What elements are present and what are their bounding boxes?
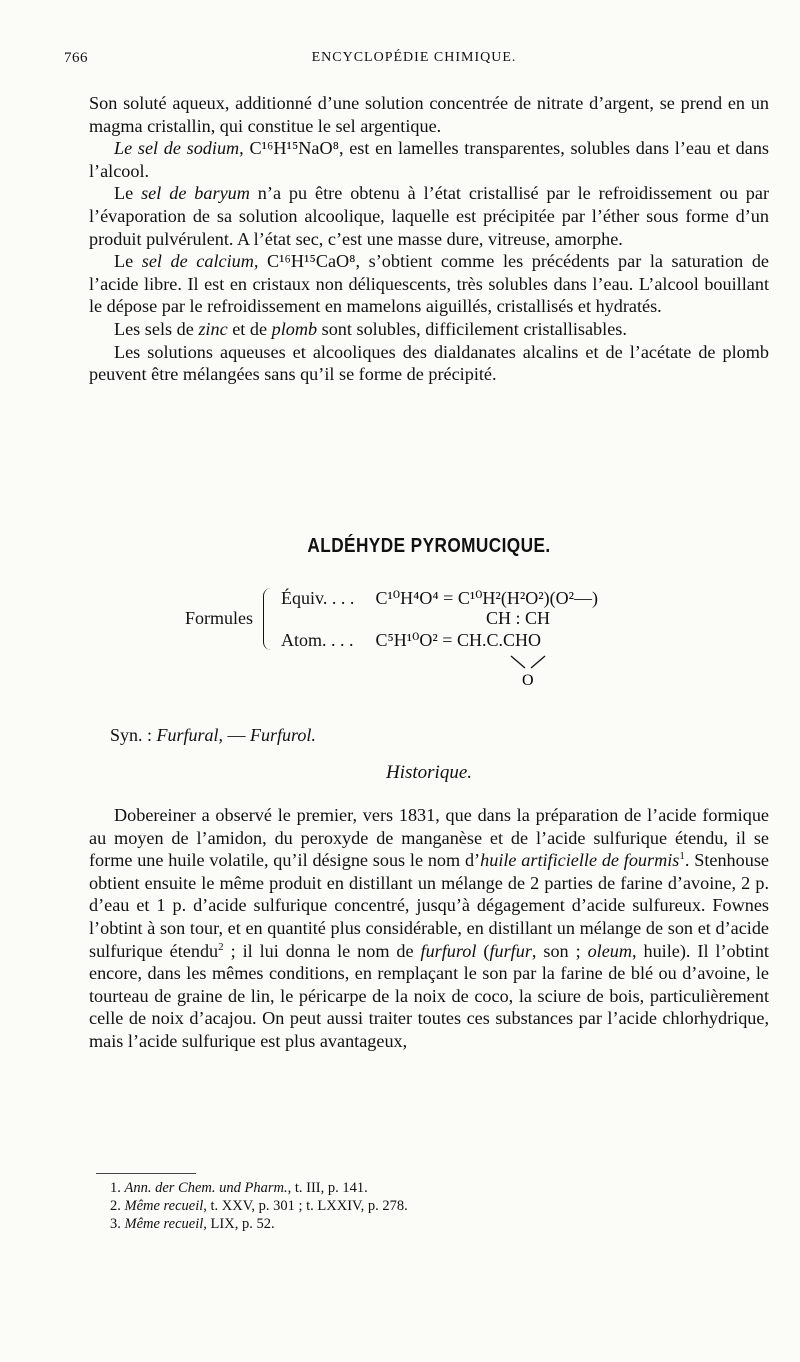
paragraph-historique <box>89 804 769 1053</box>
footnote-detail: , t. III, p. 141. <box>287 1180 368 1196</box>
zinc-word: zinc <box>198 318 228 339</box>
footnote-2 <box>110 1197 408 1215</box>
footnote-number: 1. <box>110 1180 121 1196</box>
syn-separator: — <box>223 725 251 745</box>
synonyms <box>110 725 316 746</box>
sodium-formula: C¹⁶H¹⁵NaO⁸ <box>249 138 339 159</box>
brace-icon <box>263 588 274 650</box>
footnote-ref-2[interactable]: 2 <box>218 940 224 953</box>
formulas-label: Formules <box>185 608 254 628</box>
zinc-lead: Les sels de <box>114 318 199 339</box>
equiv-label: Équiv. . . . <box>281 588 355 608</box>
hist-a: Dobereiner a observé le premier, vers 1831, que dans la préparation de l’acide formique au moyen de l’amidon, du peroxyde de manganèse et de l’acide sulfurique étendu, il se forme une huile volatile, qu’il désigne sous le nom d’ <box>89 805 769 871</box>
footnote-source: Même recueil <box>124 1216 204 1232</box>
hist-italic-huile: huile artificielle de fourmis <box>480 850 680 871</box>
paragraph-sel-calcium <box>89 250 769 318</box>
atom-label: Atom. . . . <box>281 630 354 650</box>
calcium-text: , s’obtient comme les précédents par la saturation de l’acide libre. Il est en cristaux non déliquescents, très solubles dans l’eau. L’alcool bouillant le dépose par le refroidissement en mamelons aiguillés, cristallisés et hydratés. <box>89 251 770 317</box>
calcium-formula: C¹⁶H¹⁵CaO⁸ <box>258 251 356 272</box>
calcium-label: sel de calcium, <box>141 251 259 272</box>
footnote-detail: , t. XXV, p. 301 ; t. LXXIV, p. 278. <box>203 1198 408 1214</box>
sodium-text: , est en lamelles transparentes, solubles dans l’eau et dans l’alcool. <box>89 138 770 181</box>
hist-f: , huile). Il l’obtint encore, dans les mêmes conditions, en remplaçant le son par la farine de blé ou d’avoine, le tourteau de graine de lin, le péricarpe de la noix de coco, la sciure de bois, particulièrement celle de noix d’acajou. On peut aussi traiter toutes ces substances par l’acide chlorhydrique, mais l’acide sulfurique est plus avantageux, <box>89 940 769 1051</box>
footnote-source: Ann. der Chem. und Pharm. <box>124 1180 288 1196</box>
section-title: ALDÉHYDE PYROMUCIQUE. <box>307 535 551 557</box>
equiv-subformula: CH : CH <box>486 608 551 628</box>
oxygen-bridge-icon <box>505 654 565 694</box>
hist-b: . Stenhouse obtient ensuite le même produit en distillant un mélange de 2 parties de farine d’avoine, 2 p. d’eau et 1 p. d’acide sulfurique concentré, jusqu’à dégagement d’acide sulfureux. Fownes l’obtint à son tour, et en quantité plus considérable, en distillant un mélange de son et d’acide sulfurique étendu <box>89 850 769 961</box>
footnote-number: 2. <box>110 1198 121 1214</box>
oxygen-label: O <box>522 672 534 689</box>
hist-furfurol: furfurol <box>420 940 477 961</box>
plomb-word: plomb <box>271 318 318 339</box>
hist-furfur: furfur <box>489 940 532 961</box>
footnote-divider <box>96 1173 196 1174</box>
zinc-rest: sont solubles, difficilement cristallisables. <box>317 318 627 339</box>
footnote-1 <box>110 1179 408 1197</box>
hist-oleum: oleum <box>587 940 633 961</box>
paragraph-argentique: Son soluté aqueux, additionné d’une solution concentrée de nitrate d’argent, se prend en un magma cristallin, qui constitue le sel argentique. <box>89 93 769 136</box>
baryum-text: n’a pu être obtenu à l’état cristallisé par le refroidissement ou par l’évaporation de sa solution alcoolique, laquelle est précipitée par l’éther sous forme d’un produit pulvérulent. A l’état sec, c’est une masse dure, vitreuse, amorphe. <box>89 183 770 249</box>
paragraph-solutions: Les solutions aqueuses et alcooliques des dialdanates alcalins et de l’acétate de plomb peuvent être mélangées sans qu’il se forme de précipité. <box>89 341 769 385</box>
atom-row <box>281 630 541 651</box>
hist-c: ; il lui donna le nom de <box>223 940 421 961</box>
sodium-label: Le sel de sodium, <box>114 138 244 159</box>
formulas-block <box>185 588 645 698</box>
page-number: 766 <box>64 50 88 66</box>
footnote-3 <box>110 1215 408 1233</box>
calcium-lead: Le <box>114 251 142 272</box>
zinc-and: et de <box>227 318 272 339</box>
hist-e: , son ; <box>531 940 588 961</box>
subheading-historique: Historique. <box>385 762 473 783</box>
syn-label: Syn. : <box>110 725 153 745</box>
atom-formula: C⁵H¹⁰O² = CH.C.CHO <box>375 630 541 650</box>
footnote-detail: , LIX, p. 52. <box>203 1216 275 1232</box>
body-text-top <box>89 92 769 386</box>
baryum-lead: Le <box>114 183 142 204</box>
baryum-label: sel de baryum <box>141 183 250 204</box>
footnotes <box>110 1179 408 1233</box>
synonym-furfural: Furfural, <box>156 725 224 745</box>
body-text-historique <box>89 804 769 1053</box>
footnote-ref-1[interactable]: 1 <box>679 850 685 863</box>
running-title: ENCYCLOPÉDIE CHIMIQUE. <box>311 50 517 65</box>
synonym-furfurol: Furfurol. <box>250 725 316 745</box>
paragraph-sel-sodium <box>89 137 769 182</box>
paragraph-zinc-plomb <box>89 318 769 341</box>
page-header <box>64 50 764 74</box>
paragraph-sel-baryum <box>89 182 769 250</box>
equiv-row <box>281 588 598 609</box>
equiv-formula: C¹⁰H⁴O⁴ = C¹⁰H²(H²O²)(O²—) <box>375 588 598 608</box>
footnote-source: Même recueil <box>124 1198 204 1214</box>
footnote-number: 3. <box>110 1216 121 1232</box>
hist-d: ( <box>476 940 490 961</box>
